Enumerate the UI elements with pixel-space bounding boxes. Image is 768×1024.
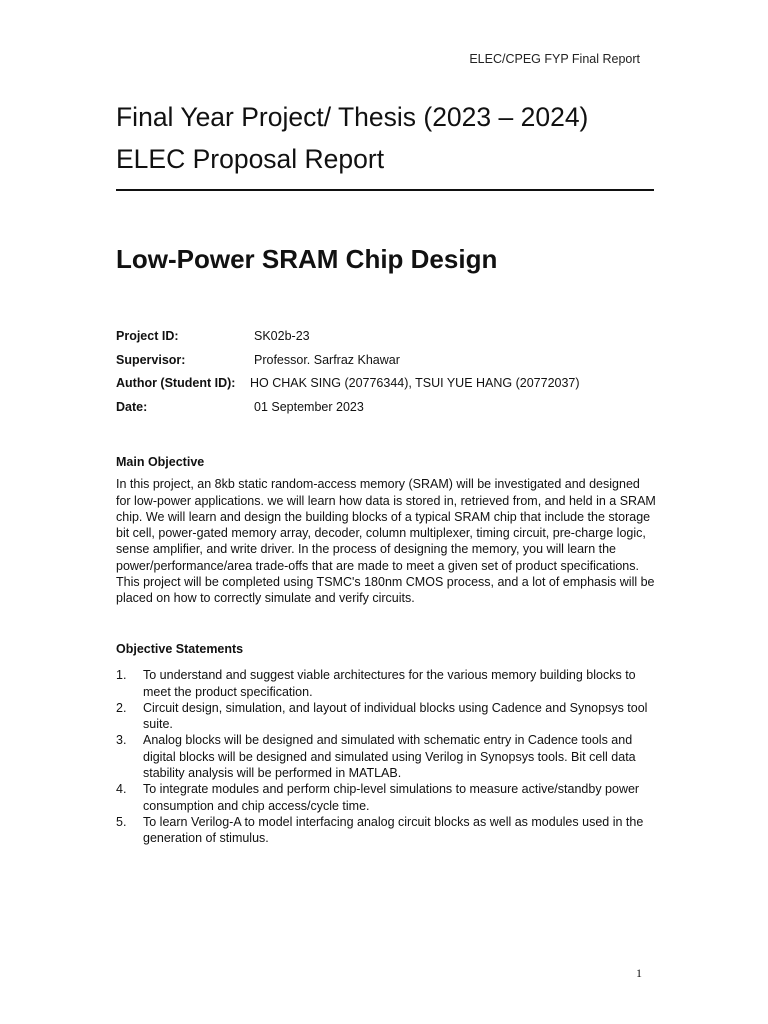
list-item-text: Circuit design, simulation, and layout of individual blocks using Cadence and Synopsys tool suite. [143,700,648,732]
report-title-line-2: ELEC Proposal Report [116,144,385,174]
list-item [116,814,656,847]
supervisor-label: Supervisor: [116,352,186,367]
meta-row-project-id [116,329,656,353]
list-item-number: 2. [116,700,127,715]
title-divider [116,189,654,191]
main-objective-body: In this project, an 8kb static random-access memory (SRAM) will be investigated and designed for low-power applications. we will learn how data is stored in, retrieved from, and held in a SRAM chip. We will learn and design the building blocks of a typical SRAM chip that include the storage bit cell, power-gated memory array, decoder, column multiplexer, timing circuit, pre-charge logic, sense amplifier, and write driver. In the process of designing the memory, you will learn the power/performance/area trade-offs that are made to meet a given set of product specifications. This project will be completed using TSMC's 180nm CMOS process, and a lot of emphasis will be placed on how to correctly simulate and verify circuits. [116,477,656,606]
list-item [116,667,656,700]
author-label: Author (Student ID): [116,376,236,390]
list-item [116,732,656,781]
project-id-label: Project ID: [116,329,179,343]
project-metadata [116,329,656,423]
list-item-text: To integrate modules and perform chip-level simulations to measure active/standby power consumption and chip access/cycle time. [143,782,640,813]
document-title: Low-Power SRAM Chip Design [116,244,498,274]
author-value: HO CHAK SING (20776344), TSUI YUE HANG (20772037) [250,376,580,390]
list-item-number: 5. [116,814,127,829]
list-item-text: To learn Verilog-A to model interfacing analog circuit blocks as well as modules used in the generation of stimulus. [143,814,644,846]
meta-row-date [116,400,656,424]
list-item-number: 1. [116,668,127,683]
main-objective-heading: Main Objective [116,455,205,469]
page-number: 1 [636,966,642,980]
list-item-number: 4. [116,782,127,797]
supervisor-value: Professor. Sarfraz Khawar [254,352,400,367]
meta-row-author [116,376,656,400]
objective-statements-section [116,641,656,847]
date-label: Date: [116,399,148,414]
date-value: 01 September 2023 [254,399,364,414]
list-item-text: Analog blocks will be designed and simulated with schematic entry in Cadence tools and digital blocks will be designed and simulated using Verilog in Synopsys tools. Bit cell data stability analysis will be performed in MATLAB. [143,733,636,781]
list-item-number: 3. [116,733,127,748]
list-item [116,781,656,814]
running-header: ELEC/CPEG FYP Final Report [469,52,640,66]
report-title-line-1: Final Year Project/ Thesis (2023 – 2024) [116,102,589,132]
main-objective-section [116,454,656,607]
objective-list [116,667,656,846]
list-item [116,700,656,733]
meta-row-supervisor [116,353,656,377]
report-title-block [116,96,654,180]
list-item-text: To understand and suggest viable architectures for the various memory building blocks to meet the product specification. [143,668,636,699]
project-id-value: SK02b-23 [254,329,310,343]
objective-statements-heading: Objective Statements [116,642,244,656]
